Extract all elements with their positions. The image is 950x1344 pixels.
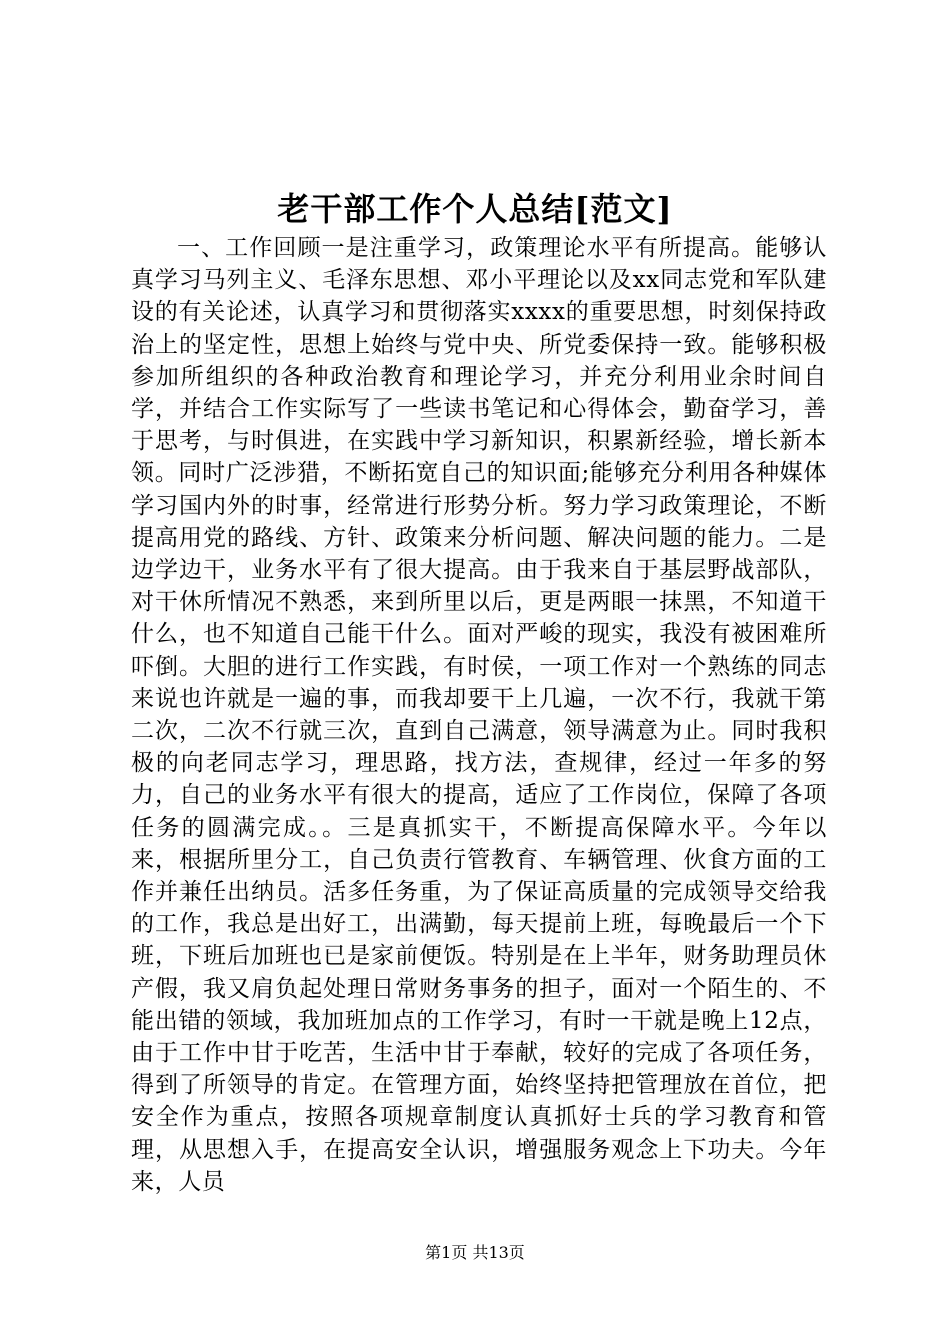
document-body-paragraph: 一、工作回顾一是注重学习，政策理论水平有所提高。能够认真学习马列主义、毛泽东思想、邓小平理论以及xx同志党和军队建设的有关论述，认真学习和贯彻落实xxxx的重要思想，时刻保持政治上的坚定性，思想上始终与党中央、所党委保持一致。能够积极参加所组织的各种政治教育和理论学习，并充分利用业余时间自学，并结合工作实际写了一些读书笔记和心得体会，勤奋学习，善于思考，与时俱进，在实践中学习新知识，积累新经验，增长新本领。同时广泛涉猎，不断拓宽自己的知识面;能够充分利用各种媒体学习国内外的时事，经常进行形势分析。努力学习政策理论，不断提高用党的路线、方针、政策来分析问题、解决问题的能力。二是边学边干，业务水平有了很大提高。由于我来自于基层野战部队，对干休所情况不熟悉，来到所里以后，更是两眼一抹黑，不知道干什么，也不知道自己能干什么。面对严峻的现实，我没有被困难所吓倒。大胆的进行工作实践，有时侯，一项工作对一个熟练的同志来说也许就是一遍的事，而我却要干上几遍，一次不行，我就干第二次，二次不行就三次，直到自己满意，领导满意为止。同时我积极的向老同志学习，理思路，找方法，查规律，经过一年多的努力，自己的业务水平有很大的提高，适应了工作岗位，保障了各项任务的圆满完成。。三是真抓实干，不断提高保障水平。今年以来，根据所里分工，自己负责行管教育、车辆管理、伙食方面的工作并兼任出纳员。活多任务重，为了保证高质量的完成领导交给我的工作，我总是出好工，出满勤，每天提前上班，每晚最后一个下班，下班后加班也已是家前便饭。特别是在上半年，财务助理员休产假，我又肩负起处理日常财务事务的担子，面对一个陌生的、不能出错的领域，我加班加点的工作学习，有时一干就是晚上12点，由于工作中甘于吃苦，生活中甘于奉献，较好的完成了各项任务，得到了所领导的肯定。在管理方面，始终坚持把管理放在首位，把安全作为重点，按照各项规章制度认真抓好士兵的学习教育和管理，从思想入手，在提高安全认识，增强服务观念上下功夫。今年来，人员 <box>131 235 827 1195</box>
document-title: 老干部工作个人总结[范文] <box>277 190 673 228</box>
page-number-footer: 第1页 共13页 <box>425 1243 525 1262</box>
